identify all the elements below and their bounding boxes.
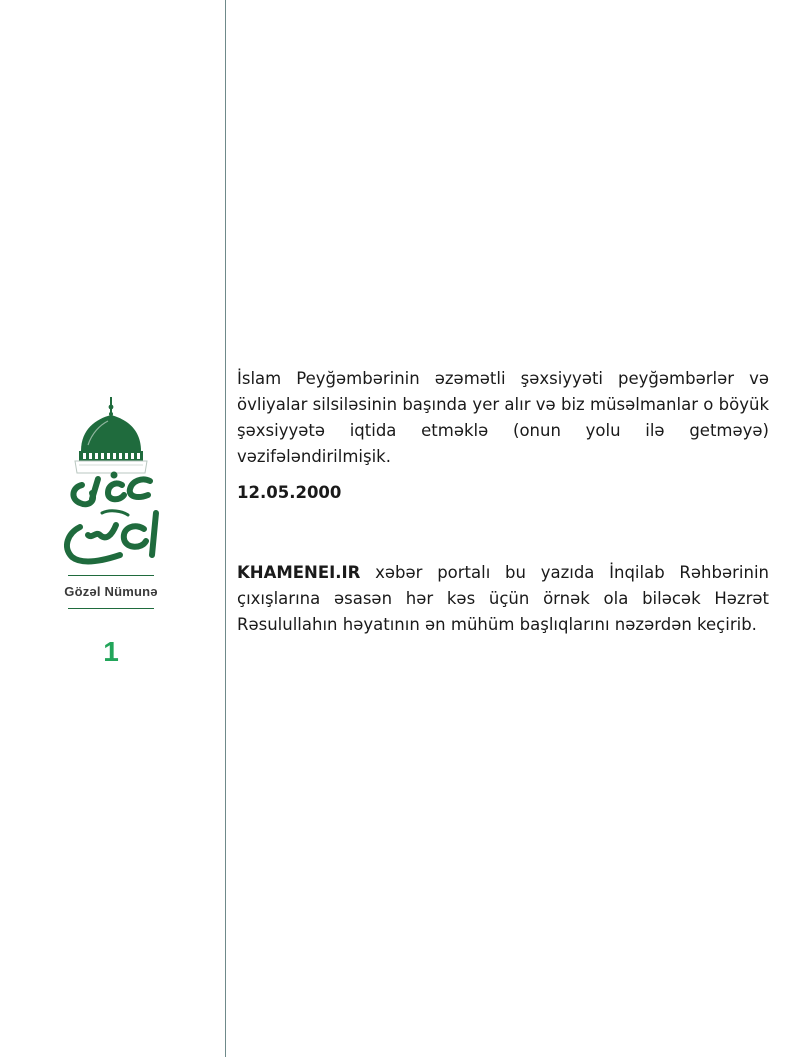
logo-block [52, 395, 170, 609]
quote-paragraph: İslam Peyğəmbərinin əzəmətli şəxsiyyəti peyğəmbərlər və övliyalar silsiləsinin başında yer alır və biz müsəlmanlar o böyük şəxsiyyətə iqtida etməklə (onun yolu ilə getməyə) vəzifələndirilmişik. [237, 369, 769, 466]
source-name: KHAMENEI.IR [237, 563, 361, 582]
dome-calligraphy-logo [52, 395, 170, 575]
source-paragraph [237, 560, 769, 638]
source-text: xəbər portalı bu yazıda İnqilab Rəhbərinin çıxışlarına əsasən hər kəs üçün örnək ola biləcək Həzrət Rəsulullahın həyatının ən mühüm başlıqlarını nəzərdən keçirib. [237, 563, 769, 634]
logo-caption: Gözəl Nümunə [64, 584, 158, 599]
logo-rule-bottom [68, 608, 154, 609]
quote-date: 12.05.2000 [237, 483, 342, 502]
logo-rule-top [68, 575, 154, 576]
page-number: 1 [103, 636, 119, 667]
vertical-divider [225, 0, 226, 1057]
content-block [237, 366, 769, 638]
